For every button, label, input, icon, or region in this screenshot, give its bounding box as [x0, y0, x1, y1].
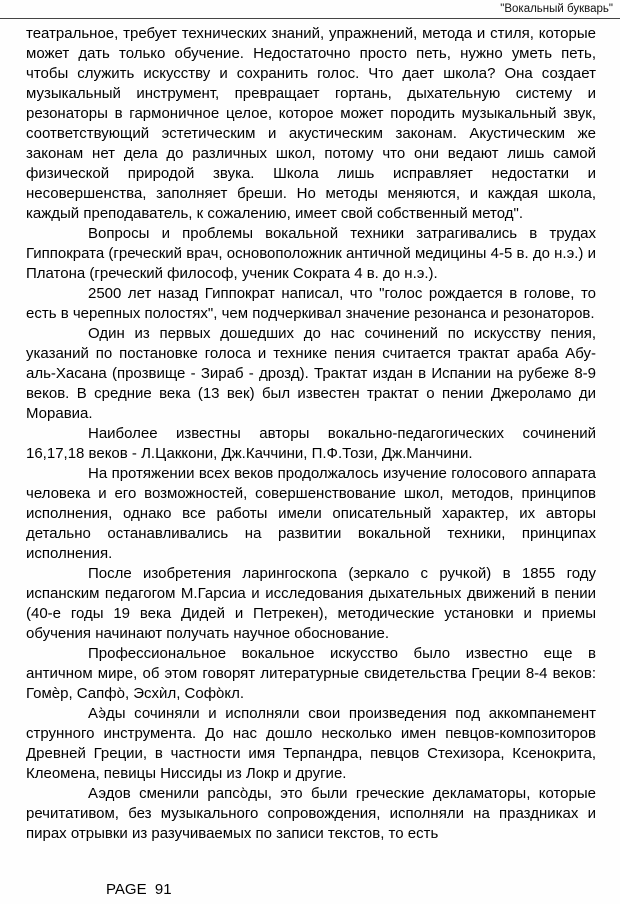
page-body: [26, 24, 596, 844]
paragraph: На протяжении всех веков продолжалось изучение голосового аппарата человека и его возможностей, совершенствование школ, методов, принципов исполнения, однако все работы имели описательный характер, их авторы детально останавливались на развитии вокальной техники, принципах исполнения.: [26, 465, 596, 562]
running-header-title: "Вокальный букварь": [500, 3, 613, 15]
paragraph: Аэ̀ды сочиняли и исполняли свои произведения под аккомпанемент струнного инструмента. До нас дошло несколько имен певцов-композиторов Древней Греции, в частности имя Терпандра, певцов Стехизора, Ксенокрита, Клеомена, певицы Ниссиды из Локр и другие.: [26, 705, 596, 782]
paragraph: Наиболее известны авторы вокально-педагогических сочинений 16,17,18 веков - Л.Цаккони, Дж.Каччини, П.Ф.Този, Дж.Манчини.: [26, 425, 596, 462]
header-rule: [0, 18, 620, 19]
page-number: PAGE 91: [106, 881, 172, 898]
paragraph: Вопросы и проблемы вокальной техники затрагивались в трудах Гиппократа (греческий врач, основоположник античной медицины 4-5 в. до н.э.) и Платона (греческий философ, ученик Сократа 4 в. до н.э.).: [26, 225, 596, 282]
paragraph: 2500 лет назад Гиппократ написал, что "голос рождается в голове, то есть в черепных полостях", чем подчеркивал значение резонанса и резонаторов.: [26, 285, 596, 322]
paragraph: Аэдов сменили рапсо̀ды, это были греческие декламаторы, которые речитативом, без музыкального сопровождения, исполняли на праздниках и пирах отрывки из разучиваемых по записи текстов, то есть: [26, 785, 596, 842]
paragraph: Профессиональное вокальное искусство было известно еще в античном мире, об этом говорят литературные свидетельства Греции 8-4 веков: Гомѐр, Сапфо̀, Эсхѝл, Софо̀кл.: [26, 645, 596, 702]
running-header: [26, 3, 613, 16]
paragraph: театральное, требует технических знаний, упражнений, метода и стиля, которые может дать только обучение. Недостаточно просто петь, нужно уметь петь, чтобы служить искусству и сохранить голос. Что дает школа? Она создает музыкальный инструмент, превращает гортань, дыхательную систему и резонаторы в гармоничное целое, которое может породить музыкальный звук, соответствующий эстетическим и акустическим законам. Акустическим же законам нет дела до различных школ, потому что они ведают лишь самой физической природой звука. Школа лишь исправляет недостатки и несовершенства, заполняет бреши. Но методы меняются, и каждая школа, каждый преподаватель, к сожалению, имеет свой собственный метод".: [26, 25, 596, 222]
paragraph: После изобретения ларингоскопа (зеркало с ручкой) в 1855 году испанским педагогом М.Гарсиа и исследования дыхательных движений в пении (40-е годы 19 века Дидей и Петрекен), методические установки и приемы обучения начинают получать научное обоснование.: [26, 565, 596, 642]
paragraph: Один из первых дошедших до нас сочинений по искусству пения, указаний по постановке голоса и технике пения считается трактат араба Абу-аль-Хасана (прозвище - Зираб - дрозд). Трактат издан в Испании на рубеже 8-9 веков. В средние века (13 век) был известен трактат о пении Джероламо ди Моравиа.: [26, 325, 596, 422]
